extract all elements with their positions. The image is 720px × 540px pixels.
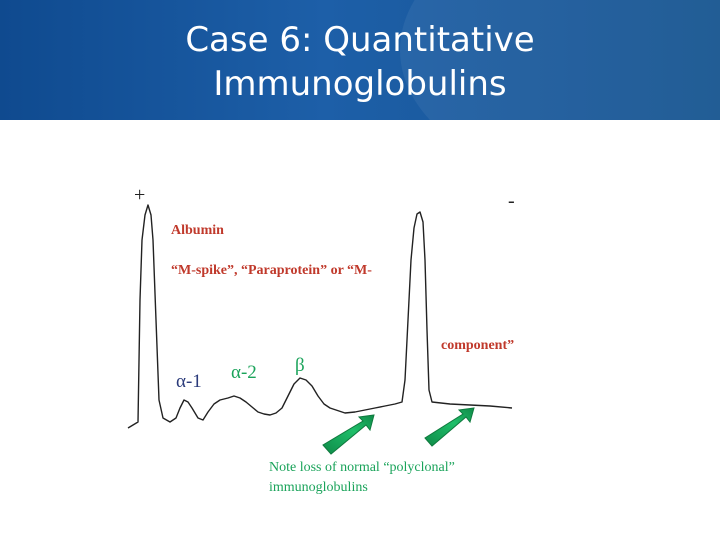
title-line-2: Immunoglobulins xyxy=(213,64,507,104)
arrow-1-icon xyxy=(323,415,374,454)
title-line-1: Case 6: Quantitative xyxy=(185,20,535,60)
albumin-label: Albumin xyxy=(171,223,224,238)
alpha1-label: α-1 xyxy=(176,371,202,392)
arrow-2-icon xyxy=(425,408,474,446)
beta-label: β xyxy=(295,355,305,376)
negative-electrode-sign: - xyxy=(508,190,515,212)
note-line-2: immunoglobulins xyxy=(269,480,368,495)
mspike-label-line-1: “M-spike”, “Paraprotein” or “M- xyxy=(171,263,372,278)
alpha2-label: α-2 xyxy=(231,362,257,383)
mspike-label-line-2: component” xyxy=(441,338,515,353)
note-annotation xyxy=(269,458,455,498)
note-line-1: Note loss of normal “polyclonal” xyxy=(269,460,455,475)
positive-electrode-sign: + xyxy=(134,184,146,206)
